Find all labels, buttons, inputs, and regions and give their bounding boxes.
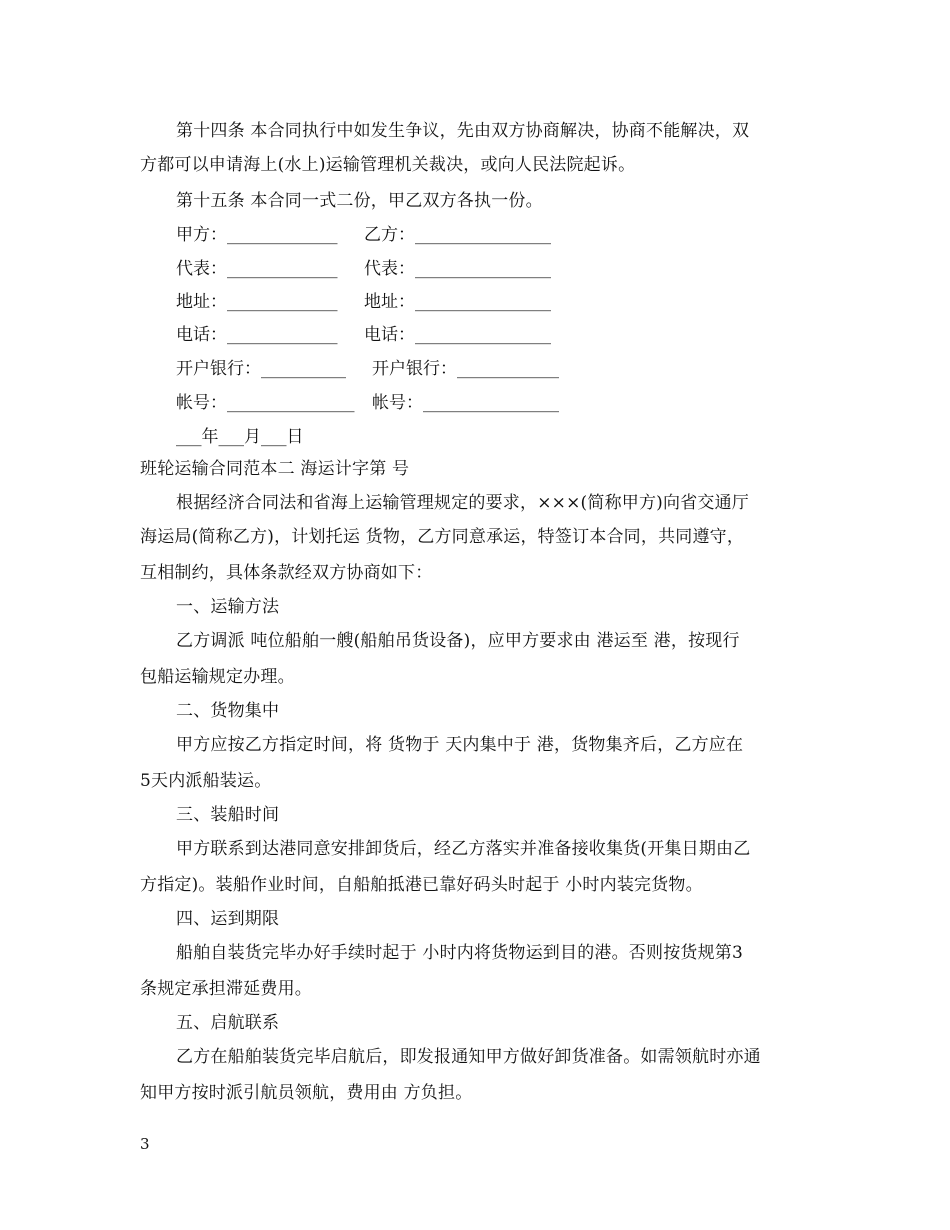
section-4-heading: 四、运到期限 <box>176 909 280 929</box>
clause-14-line-1: 第十四条 本合同执行中如发生争议，先由双方协商解决，协商不能解决，双 <box>176 121 750 141</box>
intro-line-2: 海运局(简称乙方)，计划托运 货物，乙方同意承运，特签订本合同，共同遵守， <box>140 527 745 547</box>
date-line: ___年___月___日 <box>176 427 304 447</box>
section-3-line-1: 甲方联系到达港同意安排卸货后，经乙方落实并准备接收集货(开集日期由乙 <box>176 839 751 859</box>
sig-rep-a: 代表：_____________ <box>176 259 338 279</box>
section-5-heading: 五、启航联系 <box>176 1013 280 1033</box>
template-title: 班轮运输合同范本二 海运计字第 号 <box>140 459 410 479</box>
page-number: 3 <box>140 1135 150 1153</box>
sig-bank-a: 开户银行：__________ <box>176 359 346 379</box>
sig-address-a: 地址：_____________ <box>176 292 338 312</box>
section-2-heading: 二、货物集中 <box>176 701 280 721</box>
intro-line-1: 根据经济合同法和省海上运输管理规定的要求，×××(简称甲方)向省交通厅 <box>176 493 749 513</box>
section-1-line-1: 乙方调派 吨位船舶一艘(船舶吊货设备)，应甲方要求由 港运至 港，按现行 <box>176 631 740 651</box>
section-4-line-2: 条规定承担滞延费用。 <box>140 979 312 999</box>
sig-party-a: 甲方：_____________ <box>176 225 338 245</box>
section-5-line-2: 知甲方按时派引航员领航，费用由 方负担。 <box>140 1083 473 1103</box>
sig-account-b: 帐号：________________ <box>372 393 559 413</box>
clause-14-line-2: 方都可以申请海上(水上)运输管理机关裁决，或向人民法院起诉。 <box>140 155 636 175</box>
sig-phone-a: 电话：_____________ <box>176 325 338 345</box>
sig-bank-b: 开户银行：____________ <box>372 359 559 379</box>
section-4-line-1: 船舶自装货完毕办好手续时起于 小时内将货物运到目的港。否则按货规第3 <box>176 943 744 963</box>
sig-rep-b: 代表：________________ <box>364 259 551 279</box>
section-2-line-1: 甲方应按乙方指定时间，将 货物于 天内集中于 港，货物集齐后，乙方应在 <box>176 735 744 755</box>
sig-phone-b: 电话：________________ <box>364 325 551 345</box>
section-3-heading: 三、装船时间 <box>176 805 280 825</box>
clause-15: 第十五条 本合同一式二份，甲乙双方各执一份。 <box>176 191 543 211</box>
section-3-line-2: 方指定)。装船作业时间，自船舶抵港已靠好码头时起于 小时内装完货物。 <box>140 875 703 895</box>
intro-line-3: 互相制约，具体条款经双方协商如下： <box>140 563 433 583</box>
section-1-line-2: 包船运输规定办理。 <box>140 667 295 687</box>
section-2-line-2: 5天内派船装运。 <box>140 771 272 791</box>
section-1-heading: 一、运输方法 <box>176 597 280 617</box>
sig-address-b: 地址：________________ <box>364 292 551 312</box>
section-5-line-1: 乙方在船舶装货完毕启航后，即发报通知甲方做好卸货准备。如需领航时亦通 <box>176 1047 761 1067</box>
sig-account-a: 帐号：_______________ <box>176 393 355 413</box>
sig-party-b: 乙方：________________ <box>364 225 551 245</box>
